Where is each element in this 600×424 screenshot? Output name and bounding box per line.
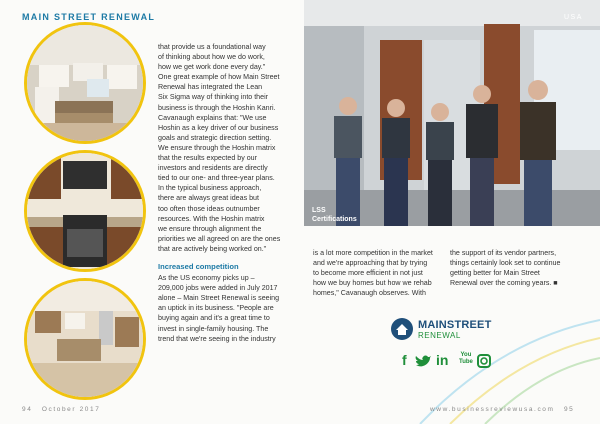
website-url[interactable]: www.businessreviewusa.com bbox=[430, 406, 555, 413]
main-street-renewal-logo bbox=[390, 317, 510, 347]
kitchen-photo-3 bbox=[24, 278, 146, 400]
country-label: USA bbox=[564, 14, 583, 21]
twitter-icon[interactable] bbox=[415, 354, 432, 368]
article-column-right bbox=[450, 248, 590, 288]
article-column-left bbox=[158, 42, 298, 344]
logo-sub: RENEWAL bbox=[418, 331, 461, 340]
subheading-increased-competition: Increased competition bbox=[158, 261, 239, 271]
footer-left bbox=[22, 406, 100, 413]
facebook-icon[interactable]: f bbox=[402, 352, 407, 368]
photo-caption: LSS Certifications bbox=[312, 207, 357, 223]
page-number-right: 95 bbox=[563, 406, 575, 413]
logo-name: MAINSTREET bbox=[418, 319, 492, 331]
article-paragraph: that provide us a foundational way of thinking about how we do work, how we get work done every day." One great example of how Main Street Renewal has integrated the Lean Six Sigma way of thinking into their business is through the Hoshin Kanri. Cavanaugh explains that: "We use Hoshin as a key driver of our business goals and strategic direction setting. We ensure through the Hoshin matrix that the results expected by our investors and residents are directly tied to our one- and three-year plans. In the typical business approach, there are always great ideas but too often those ideas outnumber resources. With the Hoshin matrix we ensure through alignment the priorities we all agreed on are the ones that are actively being worked on." bbox=[158, 43, 281, 253]
team-photo bbox=[304, 0, 600, 226]
youtube-icon[interactable]: You Tube bbox=[459, 352, 473, 365]
kitchen-photo-1 bbox=[24, 22, 146, 144]
article-paragraph-4: the support of its vendor partners, things certainly look set to continue getting better for Main Street Renewal over the coming years. ■ bbox=[450, 249, 561, 288]
linkedin-icon[interactable]: in bbox=[436, 352, 449, 368]
page-number-left: 94 bbox=[22, 406, 33, 413]
instagram-icon[interactable] bbox=[477, 354, 491, 368]
kitchen-photo-2 bbox=[24, 150, 146, 272]
issue-date: October 2017 bbox=[41, 406, 101, 413]
article-paragraph-2: As the US economy picks up – 209,000 jobs were added in July 2017 alone – Main Street Renewal is seeing an uptick in its business. "People are buying again and it's a great time to invest in single-family housing. The trend that we're seeing in the industry bbox=[158, 274, 280, 343]
house-logo-icon bbox=[390, 317, 414, 341]
magazine-section-title: MAIN STREET RENEWAL bbox=[22, 12, 156, 22]
article-column-middle bbox=[313, 248, 451, 298]
article-paragraph-3: is a lot more competition in the market and we're approaching that by trying to become more efficient in not just how we buy homes but how we rehab homes," Cavanaugh observes. With bbox=[313, 249, 433, 298]
footer-right bbox=[430, 406, 574, 413]
